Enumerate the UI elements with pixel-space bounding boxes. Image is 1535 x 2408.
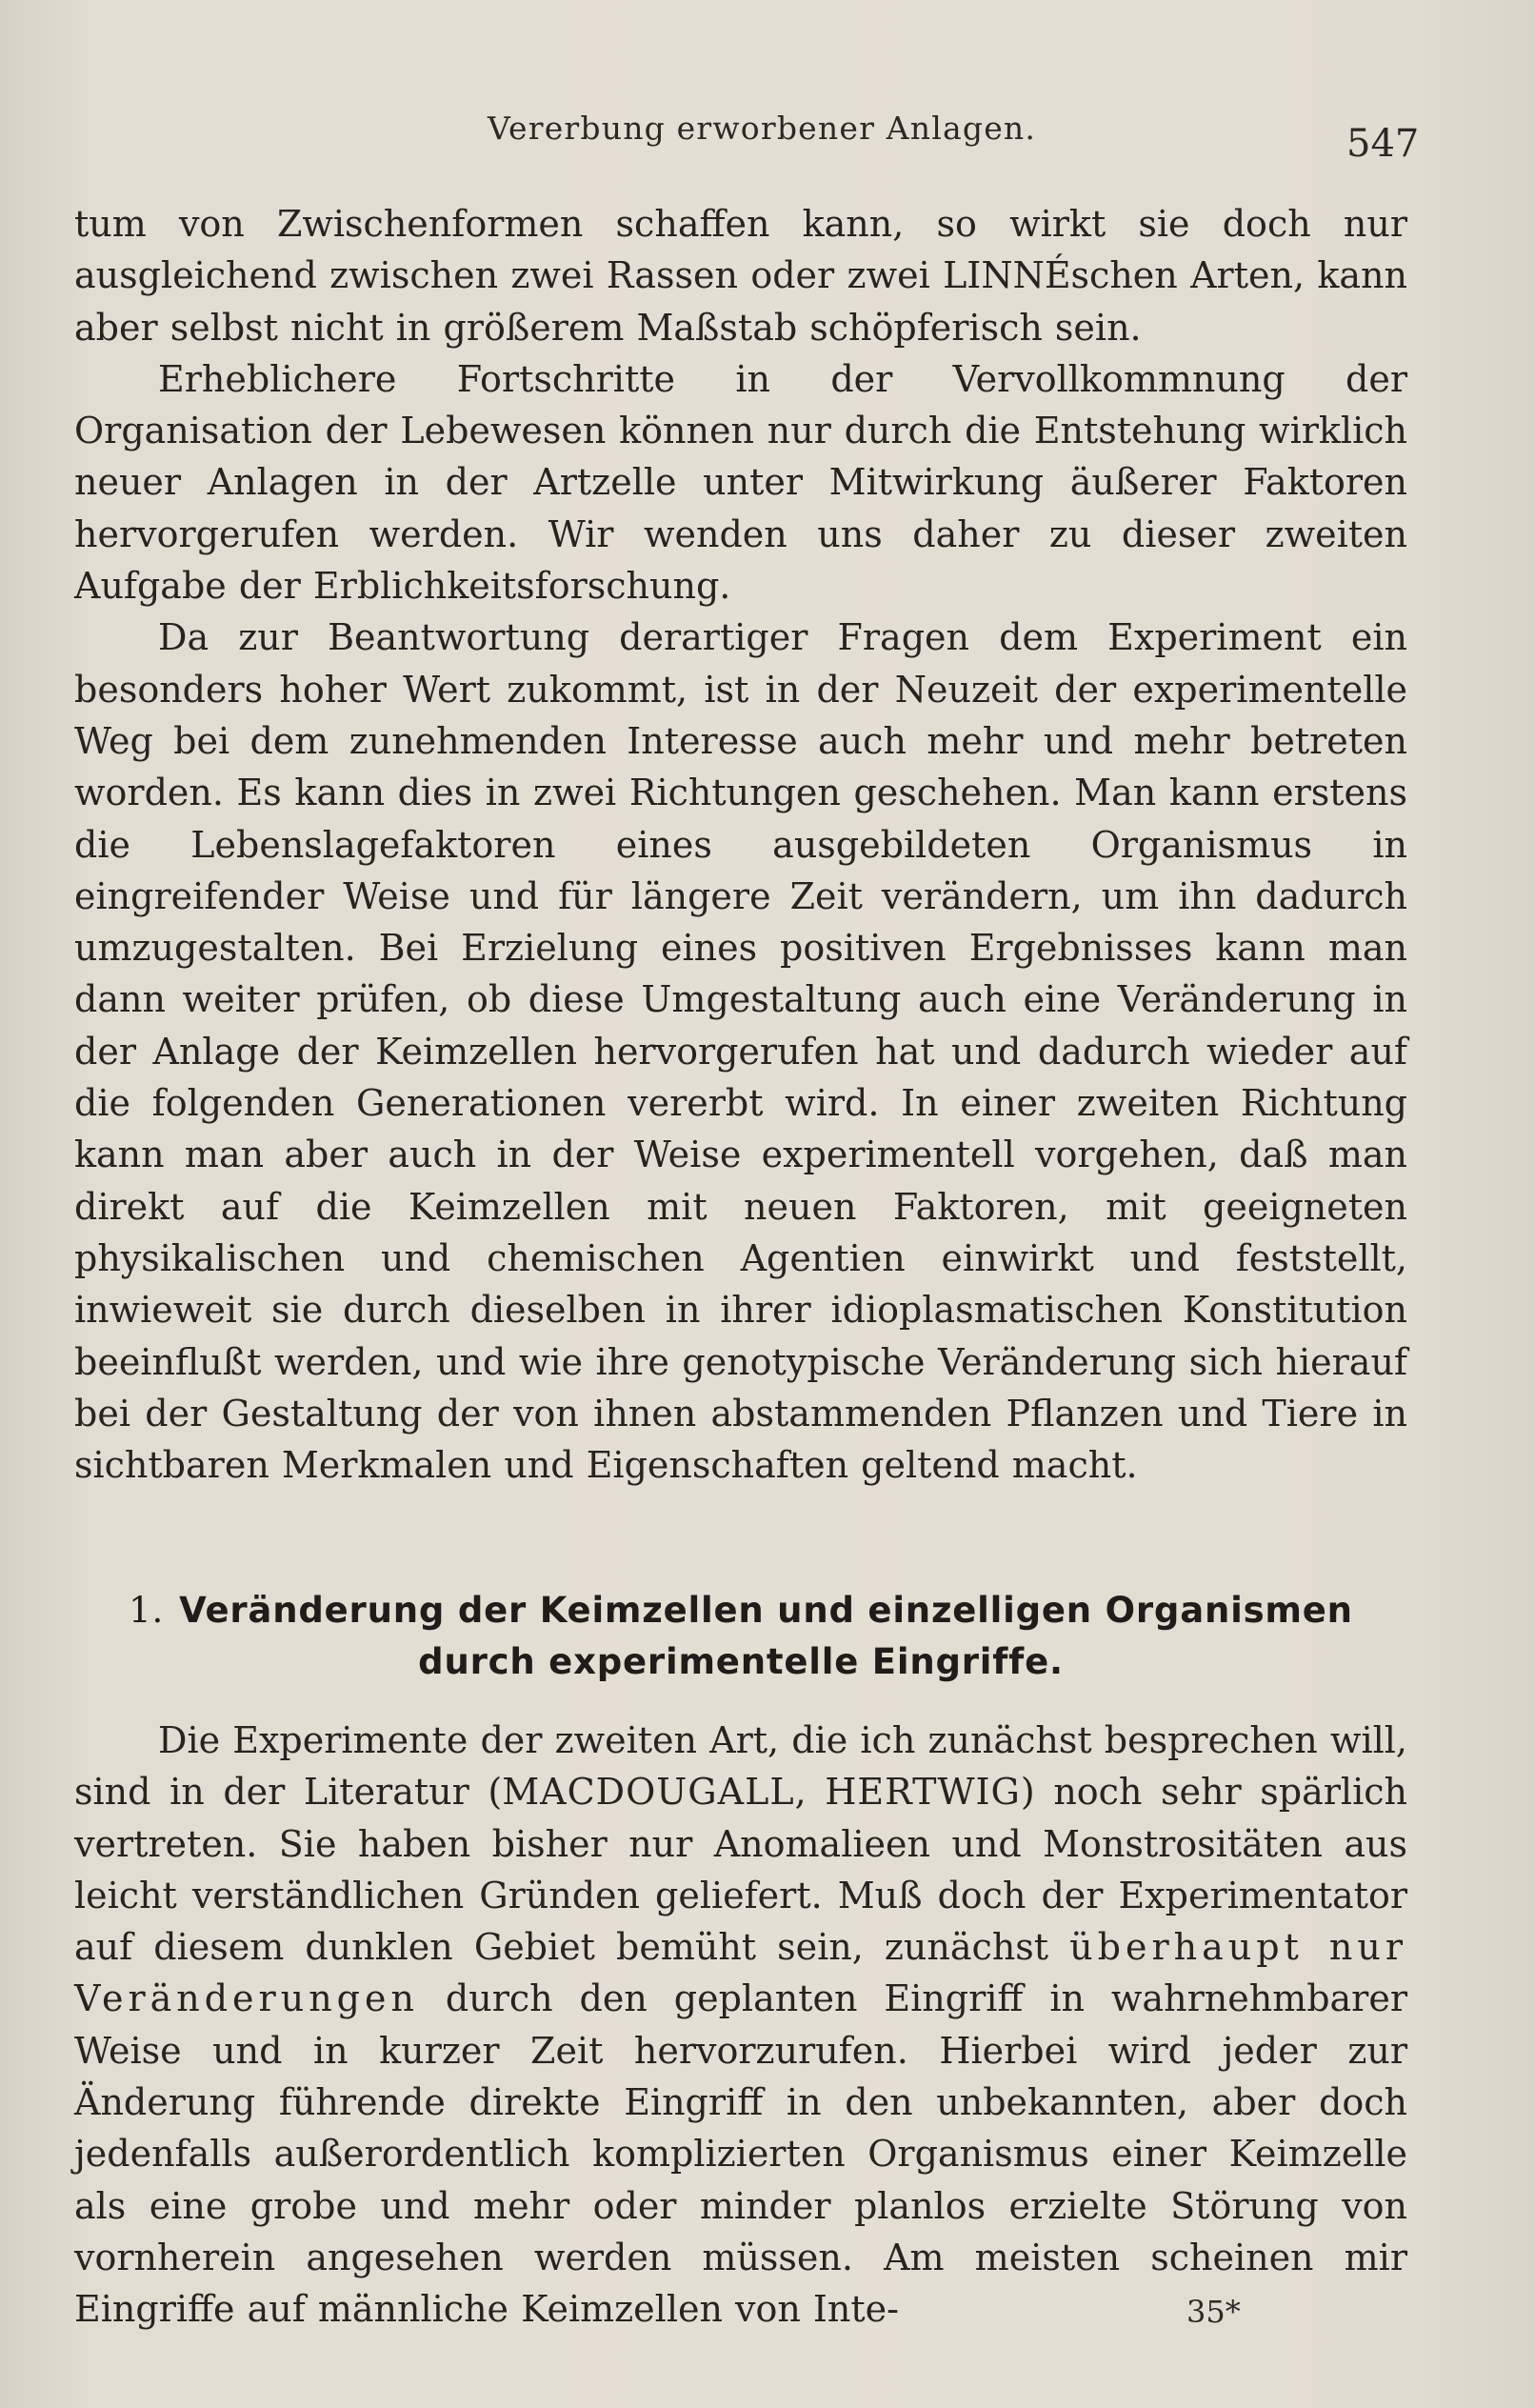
text-part-3: durch den geplanten Eingriff in wahrnehmbarer Weise und in kurzer Zeit hervorzurufen. Hierbei wird jeder zur Änderung führende direkte Eingriff in den unbekannten, aber doch jedenfalls außerordentlich komplizierten Organismus einer Keimzelle als eine grobe und mehr oder minder planlos erzielte Störung von vornherein angesehen werden müssen. Am meisten scheinen mir Eingriffe auf männliche Keimzellen von Inte- [74,1977,1407,2331]
body-text-bottom [74,1715,1407,2336]
author-hertwig: HERTWIG [825,1771,1021,1814]
emphasized-text: überhaupt nur Veränderungen [74,1926,1407,2020]
author-separator: , [794,1771,826,1814]
section-title-line-1: Veränderung der Keimzellen und einzelligen Organismen [179,1590,1353,1631]
section-heading [103,1585,1379,1688]
sheet-signature: 35* [1186,2294,1241,2330]
page-number: 547 [1346,122,1420,166]
paragraph-continuation: tum von Zwischenformen schaffen kann, so wirkt sie doch nur ausgleichend zwischen zwei Rassen oder zwei LINNÉschen Arten, kann aber selbst nicht in größerem Maßstab schöpferisch sein. [74,203,1407,349]
section-heading-line-1 [103,1585,1379,1636]
section-number: 1. [129,1590,165,1631]
text-part-1: Die Experimente der zweiten Art, die ich zunächst besprechen will, sind in der Literatur ( [74,1719,1407,1814]
paragraph-progress: Erheblichere Fortschritte in der Vervollkommnung der Organisation der Lebewesen können nur durch die Entstehung wirklich neuer Anlagen in der Artzelle unter Mitwirkung äußerer Faktoren hervorgerufen werden. Wir wenden uns daher zu dieser zweiten Aufgabe der Erblichkeitsforschung. [74,357,1407,608]
running-title: Vererbung erworbener Anlagen. [488,110,1037,147]
paragraph-experiment: Da zur Beantwortung derartiger Fragen dem Experiment ein besonders hoher Wert zukommt, ist in der Neuzeit der experimentelle Weg bei dem zunehmenden Interesse auch mehr und mehr betreten worden. Es kann dies in zwei Richtungen geschehen. Man kann erstens die Lebenslagefaktoren eines ausgebildeten Organismus in eingreifender Weise und für längere Zeit verändern, um ihn dadurch umzugestalten. Bei Erzielung eines positiven Ergebnisses kann man dann weiter prüfen, ob diese Umgestaltung auch eine Veränderung in der Anlage der Keimzellen hervorgerufen hat und dadurch wieder auf die folgenden Generationen vererbt wird. In einer zweiten Richtung kann man aber auch in der Weise experimentell vorgehen, daß man direkt auf die Keimzellen mit neuen Faktoren, mit geeigneten physikalischen und chemischen Agentien einwirkt und feststellt, inwieweit sie durch dieselben in ihrer idioplasmatischen Konstitution beeinflußt werden, und wie ihre genotypische Veränderung sich hierauf bei der Gestaltung der von ihnen abstammenden Pflanzen und Tiere in sichtbaren Merkmalen und Eigenschaften geltend macht. [74,616,1407,1487]
author-macdougall: MACDOUGALL [502,1771,795,1814]
body-text-top [74,198,1407,1491]
text-part-2: ) noch sehr spärlich vertreten. Sie haben bisher nur Anomalieen und Monstrositäten aus leicht verständlichen Gründen geliefert. Muß doch der Experimentator auf diesem dunklen Gebiet bemüht sein, zunächst [74,1771,1407,1969]
section-title-line-2: durch experimentelle Eingriffe. [418,1641,1064,1682]
paragraph-experiments-second-kind [74,1715,1407,2336]
